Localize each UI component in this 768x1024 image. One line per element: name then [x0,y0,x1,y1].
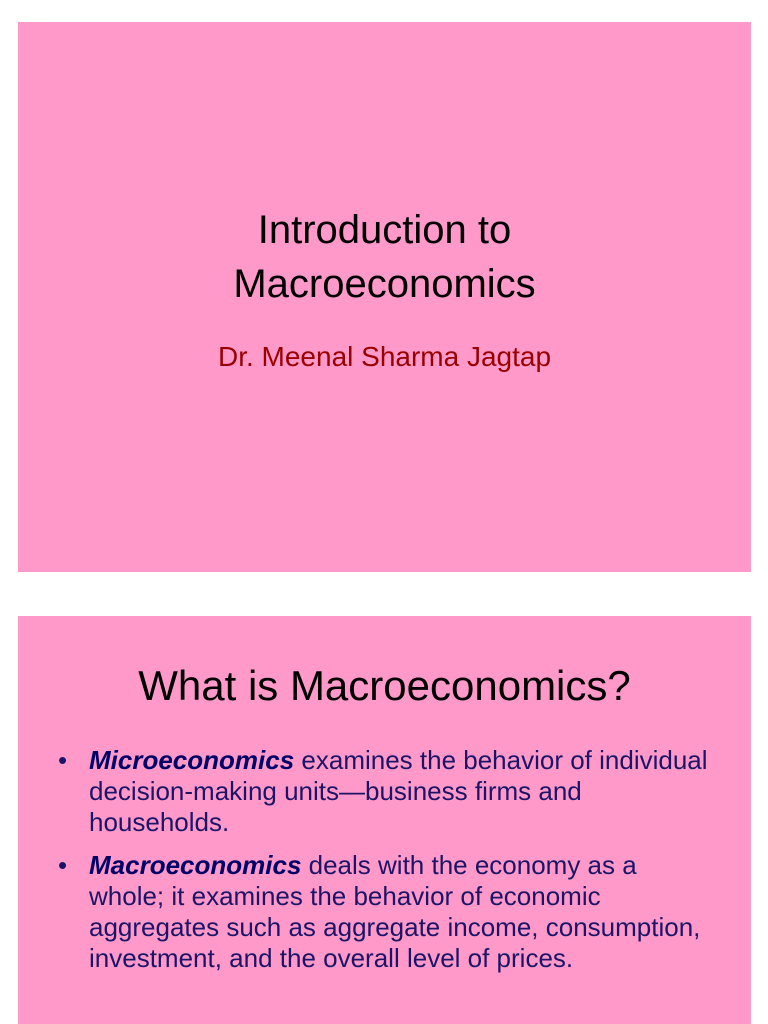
bullet-term: Macroeconomics [89,850,302,880]
bullet-icon: • [58,745,68,775]
slide-title [18,203,751,311]
bullet-text: deals with the economy as a whole; it examines the behavior of economic aggregates such as aggregate income, consumption, investment, and the overall level of prices. [89,850,701,973]
bullet-term: Microeconomics [89,745,295,775]
content-slide [18,616,751,1024]
bullet-text: examines the behavior of individual decision-making units—business firms and households. [89,745,708,837]
bullet-list [58,745,711,986]
author-name: Dr. Meenal Sharma Jagtap [217,341,552,372]
title-slide [18,22,751,572]
bullet-item-macroeconomics [58,850,711,974]
bullet-item-microeconomics [58,745,711,838]
title-line-1: Introduction to [257,208,512,252]
title-line-2: Macroeconomics [233,262,536,306]
bullet-icon: • [58,850,68,880]
slide-heading: What is Macroeconomics? [138,662,631,709]
